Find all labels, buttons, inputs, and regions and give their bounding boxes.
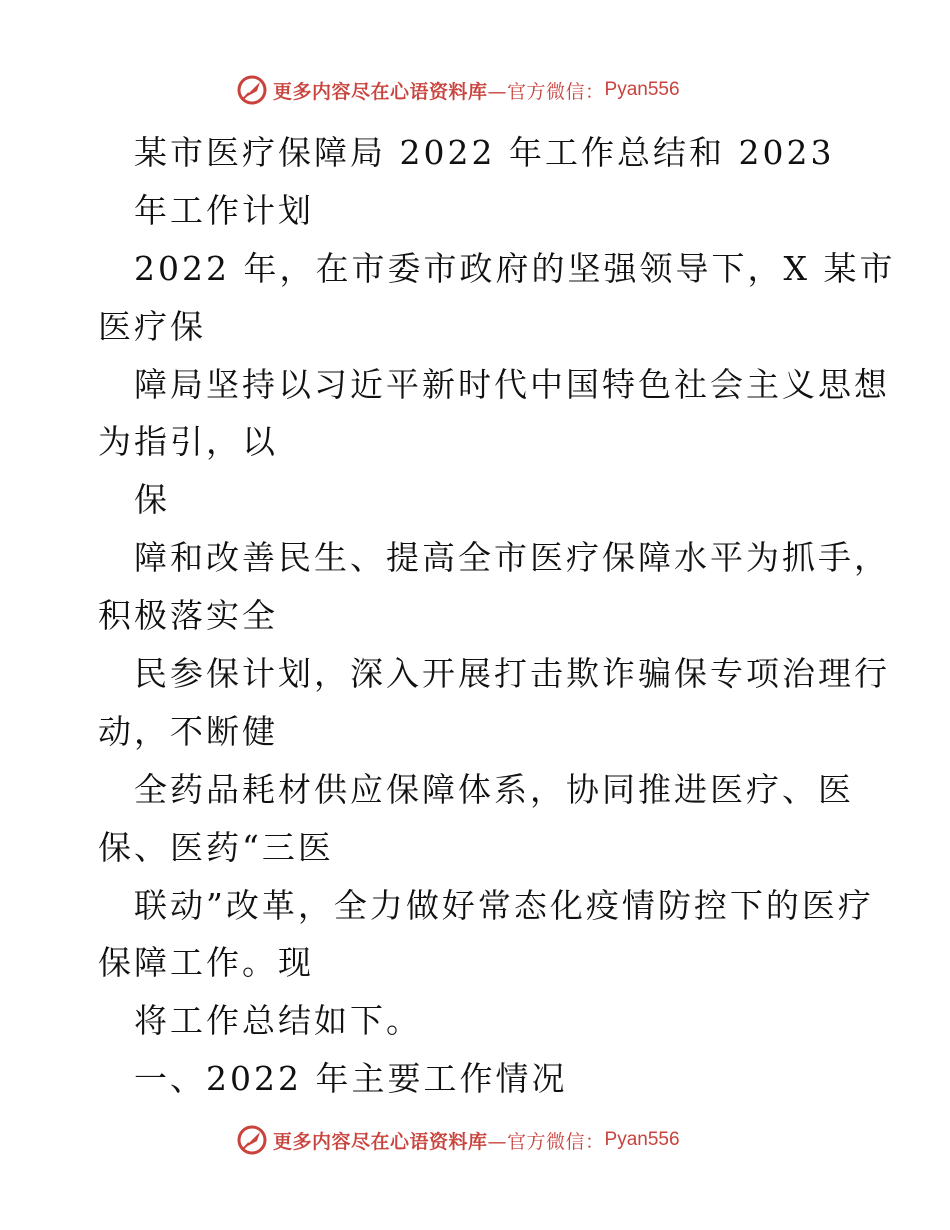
text-line: 保障工作。现 — [98, 943, 314, 983]
quill-logo-icon — [235, 73, 269, 107]
text-line: 障和改善民生、提高全市医疗保障水平为抓手， — [134, 538, 890, 578]
text-line: 2022 年，在市委市政府的坚强领导下，X 某市 — [134, 248, 896, 288]
text-line: 障局坚持以习近平新时代中国特色社会主义思想 — [134, 364, 890, 404]
text-line: 医疗保 — [98, 306, 206, 346]
text-line: 年工作计划 — [134, 190, 314, 230]
banner-wechat-id: Pyan556 — [604, 1129, 680, 1150]
text-line: 积极落实全 — [98, 596, 278, 636]
header-watermark — [235, 72, 715, 108]
text-line: 联动”改革，全力做好常态化疫情防控下的医疗 — [134, 885, 874, 925]
quill-logo-icon — [235, 1123, 269, 1157]
text-line: 将工作总结如下。 — [134, 1001, 422, 1041]
banner-sub-text: —官方微信： — [487, 1130, 605, 1153]
text-line: 保、医药“三医 — [98, 827, 334, 867]
text-line: 全药品耗材供应保障体系，协同推进医疗、医 — [134, 769, 854, 809]
text-line: 保 — [134, 480, 170, 520]
banner-main-text: 更多内容尽在心语资料库 — [273, 80, 488, 103]
text-line: 为指引，以 — [98, 422, 278, 462]
text-line: 某市医疗保障局 2022 年工作总结和 2023 — [134, 133, 835, 172]
banner-sub-text: —官方微信： — [487, 80, 605, 103]
footer-watermark — [235, 1122, 715, 1158]
document-body — [98, 124, 896, 1108]
text-line: 动，不断健 — [98, 711, 278, 751]
section-heading: 一、2022 年主要工作情况 — [134, 1059, 568, 1099]
text-line: 民参保计划，深入开展打击欺诈骗保专项治理行 — [134, 654, 890, 694]
banner-main-text: 更多内容尽在心语资料库 — [273, 1130, 488, 1153]
banner-wechat-id: Pyan556 — [604, 79, 680, 100]
